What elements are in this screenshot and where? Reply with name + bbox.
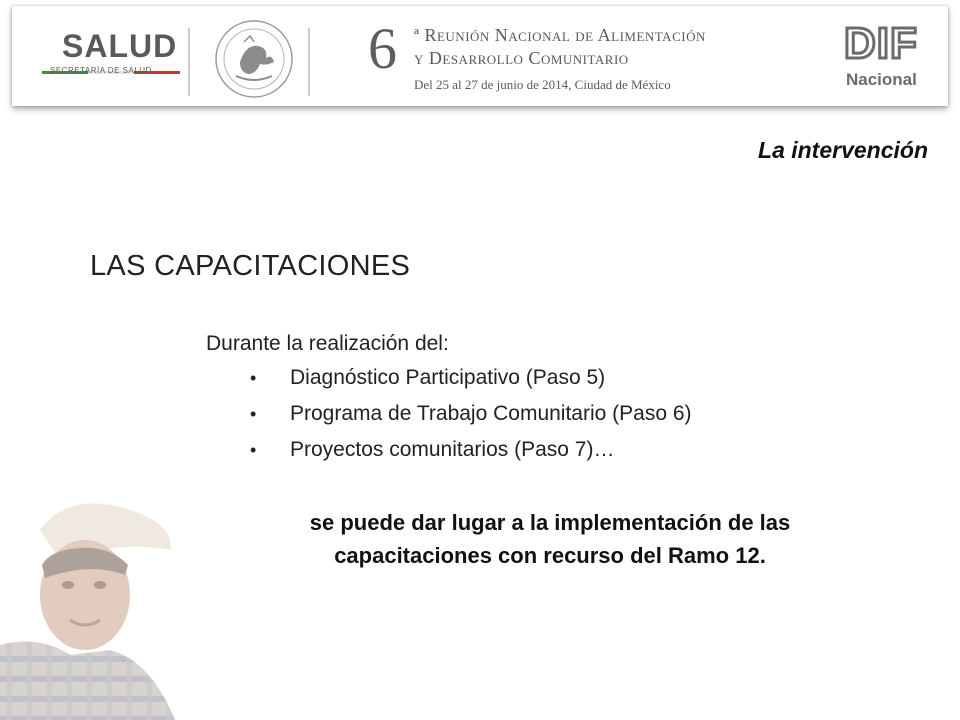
dif-nacional-logo: [844, 19, 930, 92]
event-title-line2: y Desarrollo Comunitario: [414, 48, 629, 68]
event-date: Del 25 al 27 de junio de 2014, Ciudad de México: [414, 77, 671, 92]
list-item-text: Proyectos comunitarios (Paso 7)…: [290, 438, 615, 461]
bullet-icon: •: [250, 440, 257, 460]
list-item-text: Diagnóstico Participativo (Paso 5): [290, 366, 606, 389]
page-title: LAS CAPACITACIONES: [90, 250, 411, 282]
dif-logo-letters: DIF: [844, 19, 918, 68]
list-item-text: Programa de Trabajo Comunitario (Paso 6): [290, 402, 692, 425]
list-item: [250, 402, 692, 438]
banner-divider: [308, 28, 310, 96]
list-item: [250, 366, 692, 402]
list-item: [250, 438, 692, 474]
salud-logo-word: SALUD: [62, 28, 178, 64]
event-title-line1: ª Reunión Nacional de Alimentación: [414, 25, 706, 45]
header-banner: [12, 6, 948, 106]
dif-logo-subtitle: Nacional: [846, 70, 917, 89]
conclusion-line: capacitaciones con recurso del Ramo 12.: [334, 543, 766, 568]
intro-text: Durante la realización del:: [206, 332, 449, 355]
salud-logo-subtitle: SECRETARÍA DE SALUD: [50, 66, 152, 75]
event-number: 6: [368, 16, 397, 81]
banner-divider: [188, 28, 190, 96]
mexican-eagle-seal-icon: [210, 18, 298, 100]
event-title-block: [368, 16, 788, 100]
boy-photo: [0, 470, 200, 720]
salud-logo-tricolor-bar: [42, 61, 180, 64]
bullet-list: [250, 366, 692, 474]
bullet-icon: •: [250, 368, 257, 388]
bullet-icon: •: [250, 404, 257, 424]
conclusion-text: [230, 506, 870, 572]
salud-logo: [42, 28, 192, 78]
section-tag: La intervención: [758, 137, 928, 163]
conclusion-line: se puede dar lugar a la implementación de las: [309, 510, 791, 535]
